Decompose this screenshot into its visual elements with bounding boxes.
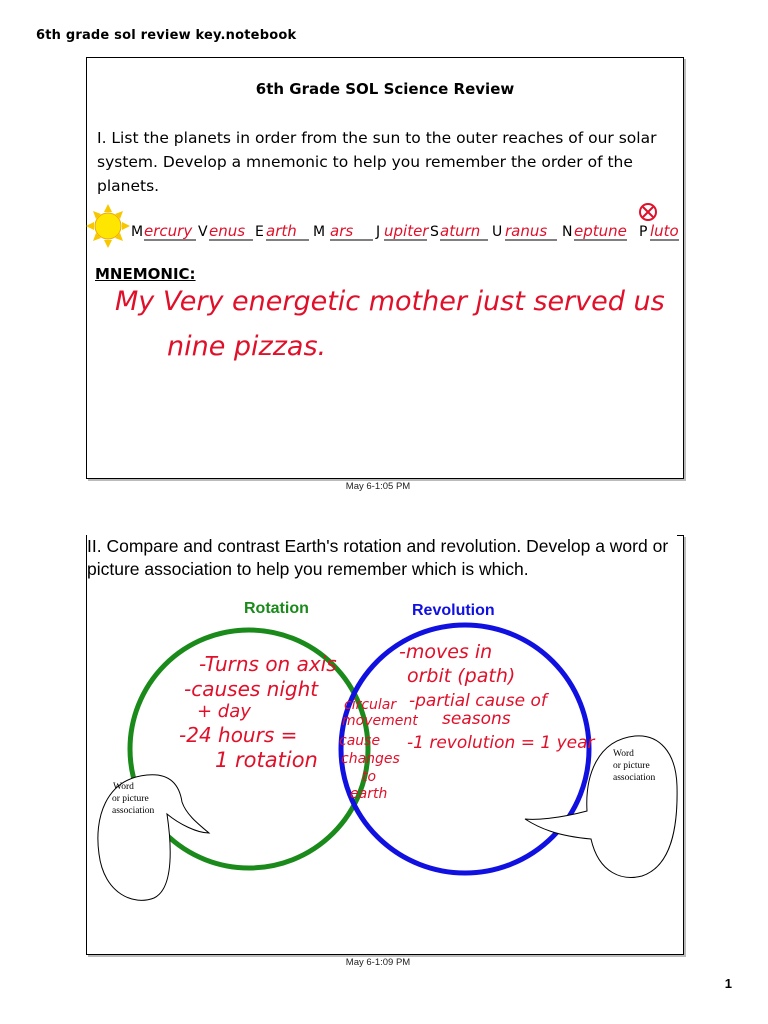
left-speech-bubble: [98, 775, 209, 901]
planet-initial: S: [430, 224, 439, 240]
note-line: changes: [341, 751, 400, 767]
note-line: to: [362, 769, 377, 785]
note-line: -moves in: [399, 641, 493, 663]
planet-answer: eptune: [574, 222, 627, 240]
mnemonic-line-1: My Very energetic mother just served us: [115, 286, 665, 317]
planet-answer: ars: [330, 222, 354, 240]
planet-initial: J: [376, 224, 381, 240]
planet-initial: N: [562, 224, 573, 240]
revolution-label: Revolution: [412, 602, 495, 619]
bubble-line: Word: [113, 782, 134, 792]
planet-list: [131, 222, 679, 240]
note-line: -partial cause of: [409, 691, 547, 711]
planet-initial: E: [255, 224, 264, 240]
note-line: + day: [197, 701, 251, 722]
bubble-line: Word: [613, 749, 634, 759]
mnemonic-label: MNEMONIC:: [95, 265, 196, 283]
note-line: 1 rotation: [215, 748, 318, 772]
note-line: orbit (path): [407, 665, 516, 687]
planet-answer: upiter: [384, 222, 429, 240]
venn-diagram: [87, 536, 683, 954]
page-number: 1: [724, 976, 732, 991]
slide-planets: [86, 57, 684, 479]
note-line: -causes night: [184, 677, 319, 701]
planet-initial: P: [639, 224, 648, 240]
planet-answer: ranus: [505, 222, 548, 240]
planet-answer: aturn: [440, 222, 481, 240]
note-line: -Turns on axis: [199, 652, 337, 676]
note-line: seasons: [442, 709, 511, 729]
rotation-label: Rotation: [244, 600, 309, 617]
note-line: -1 revolution = 1 year: [407, 733, 595, 753]
bubble-line: or picture: [112, 794, 149, 804]
planet-answer: luto: [650, 222, 679, 240]
note-line: earth: [350, 786, 388, 802]
rotation-notes: [179, 652, 337, 772]
planet-initial: U: [492, 224, 503, 240]
mnemonic-line-2: nine pizzas.: [167, 331, 327, 362]
planet-initial: M: [313, 224, 326, 240]
planet-initial: V: [198, 224, 208, 240]
planet-answer: ercury: [144, 222, 193, 240]
bubble-line: association: [112, 806, 155, 816]
crossed-circle-icon: [640, 204, 656, 220]
planet-answer: enus: [209, 222, 246, 240]
rotation-revolution-prompt: II. Compare and contrast Earth's rotation and revolution. Develop a word or picture association to help you remember which is which.: [87, 535, 677, 581]
revolution-notes: [399, 641, 596, 753]
slide-timestamp: May 6-1:09 PM: [345, 957, 411, 968]
planet-initial: M: [131, 224, 144, 240]
note-line: cause: [339, 733, 381, 749]
slide-heading: 6th Grade SOL Science Review: [255, 80, 515, 98]
note-line: circular: [344, 697, 397, 713]
planet-answer: arth: [266, 222, 297, 240]
note-line: movement: [342, 713, 418, 729]
bubble-line: association: [613, 773, 656, 783]
note-line: -24 hours =: [179, 723, 298, 747]
slide-rotation-revolution: [86, 535, 684, 955]
bubble-line: or picture: [613, 761, 650, 771]
slide-timestamp: May 6-1:05 PM: [345, 481, 411, 492]
sun-icon: [86, 204, 130, 248]
document-title: 6th grade sol review key.notebook: [36, 28, 297, 43]
right-speech-bubble: [525, 736, 677, 878]
planets-prompt: I. List the planets in order from the sun to the outer reaches of our solar system. Develop a mnemonic to help you remember the order of the planets.: [97, 129, 657, 195]
